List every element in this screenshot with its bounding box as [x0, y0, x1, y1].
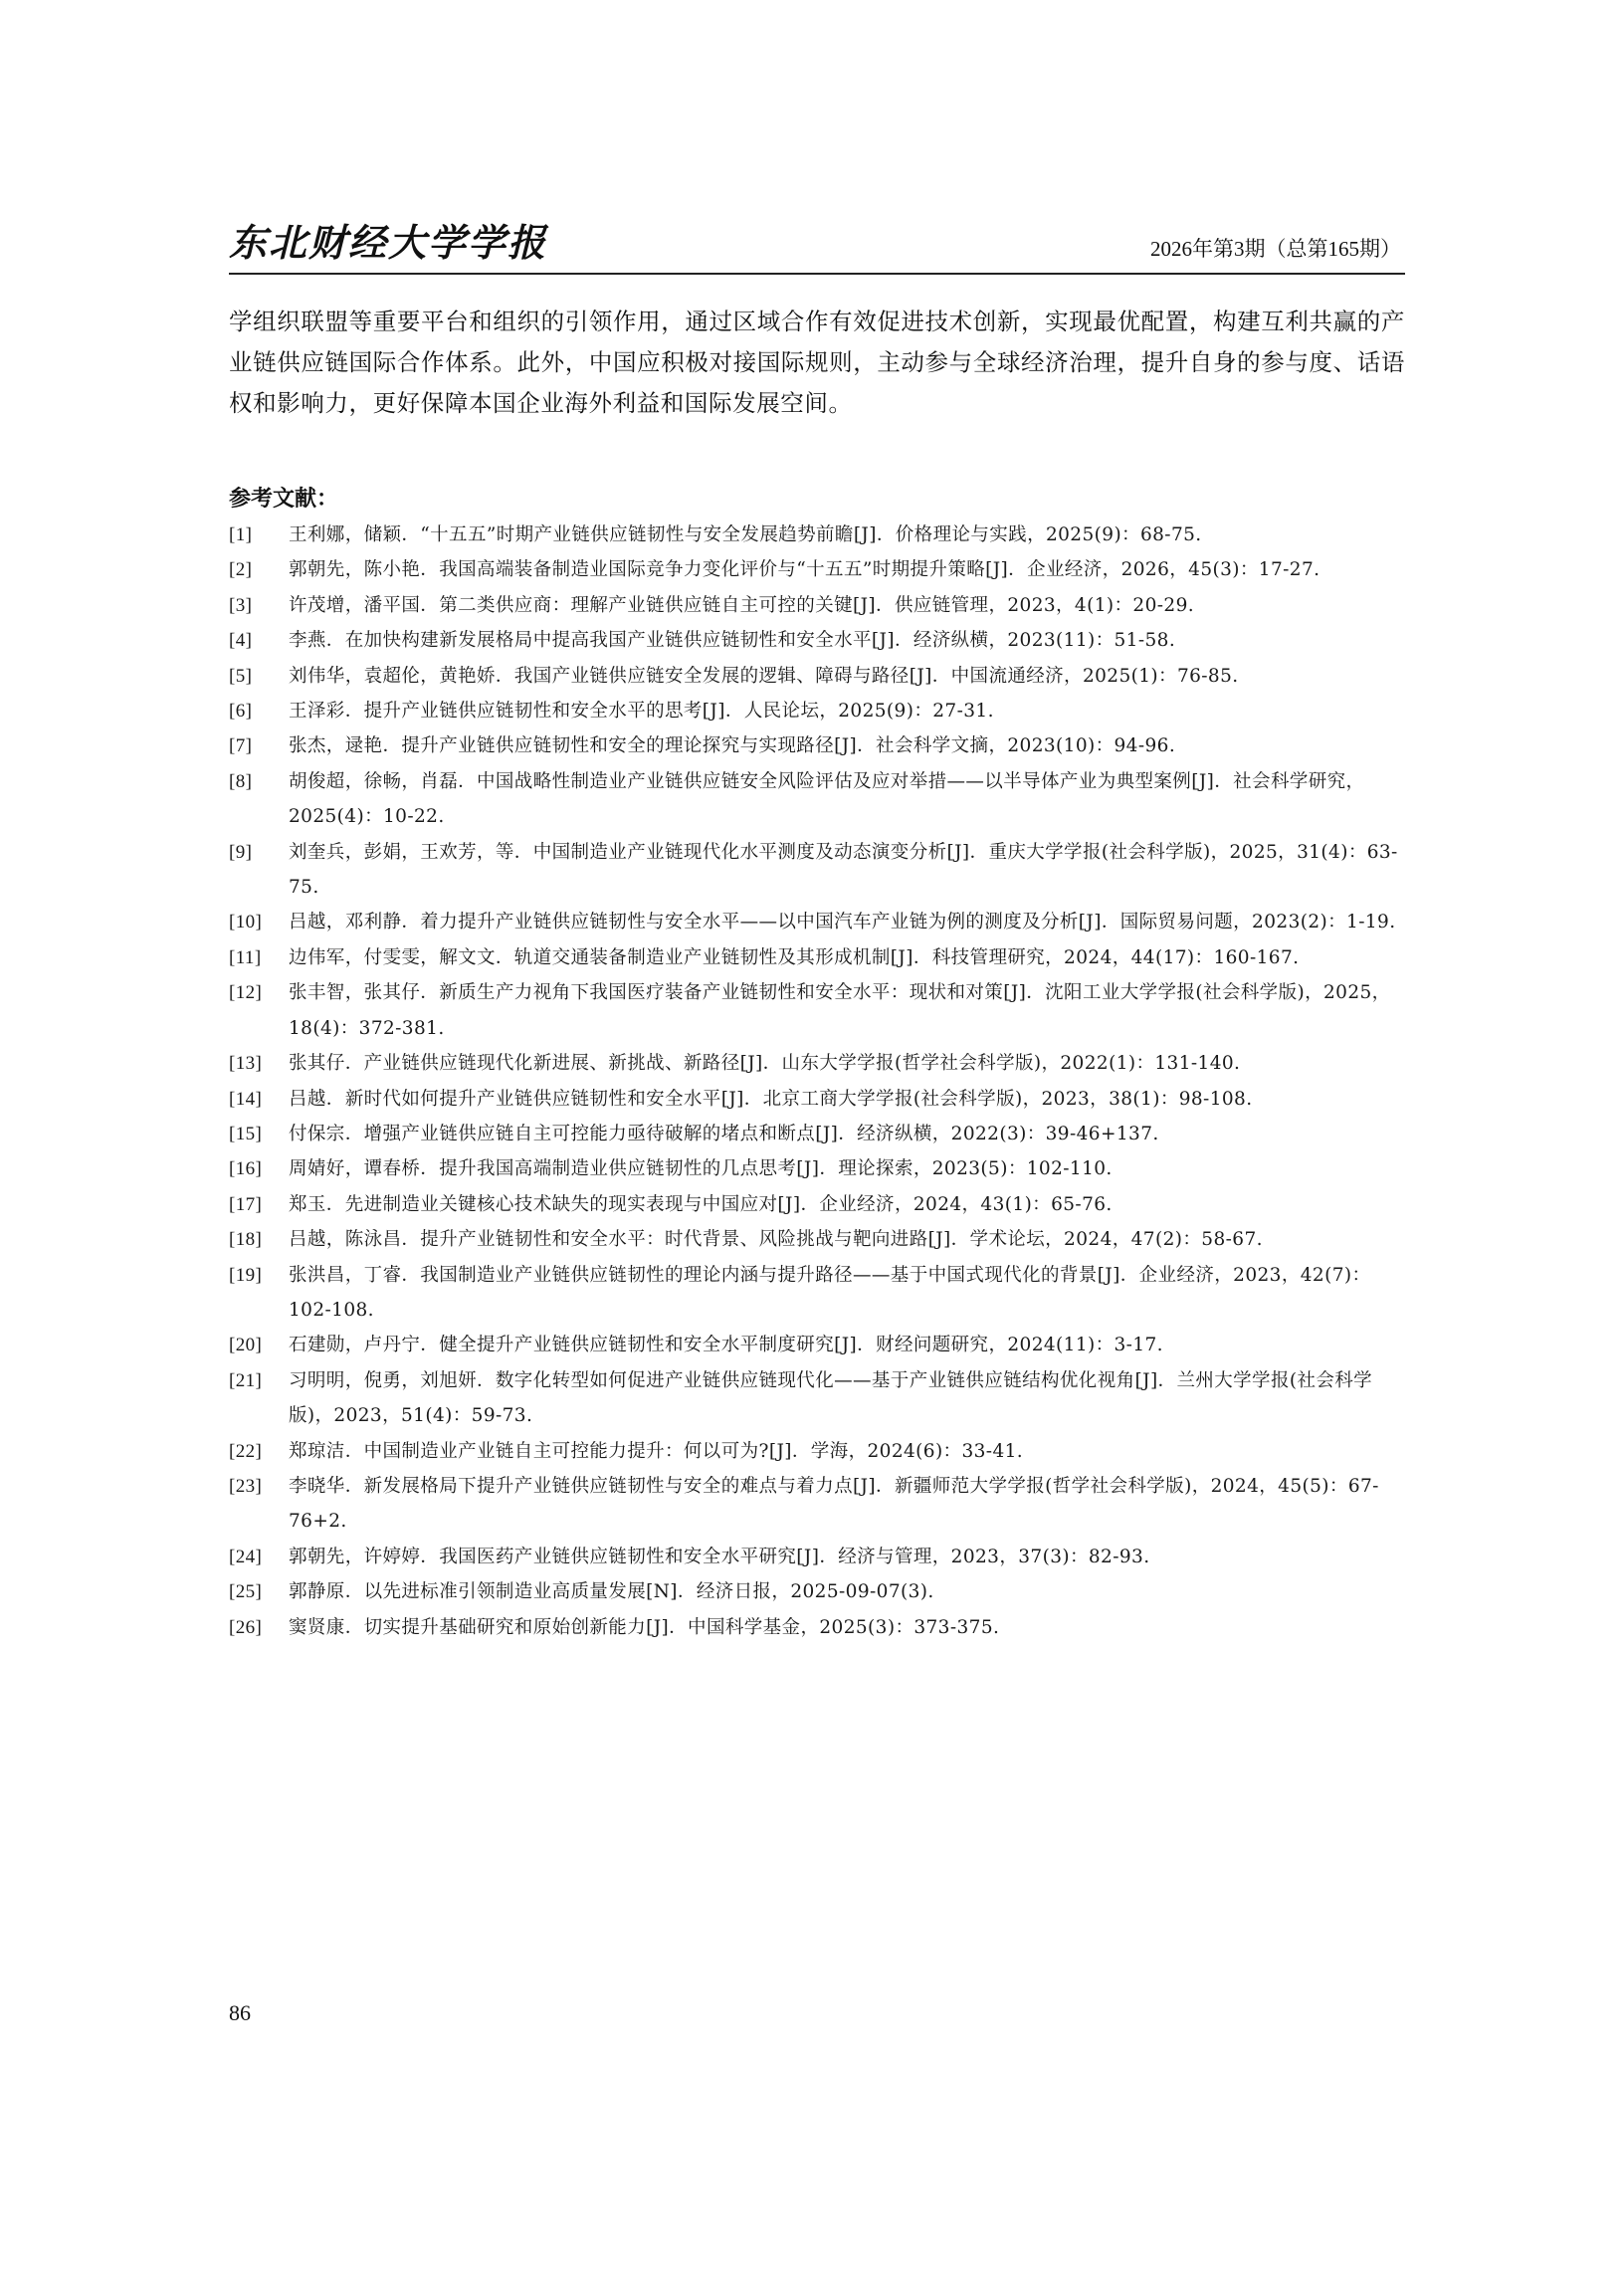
reference-text: 吕越．新时代如何提升产业链供应链韧性和安全水平[J]．北京工商大学学报(社会科学版)，2023，38(1)：98-108. — [289, 1088, 1253, 1110]
reference-number: [2] — [229, 559, 253, 581]
reference-item — [229, 1082, 1405, 1117]
reference-text: 郑琼洁．中国制造业产业链自主可控能力提升：何以可为?[J]．学海，2024(6)：33-41. — [289, 1440, 1024, 1462]
reference-number: [20] — [229, 1335, 263, 1356]
journal-title: 东北财经大学学报 — [229, 220, 548, 265]
reference-number: [15] — [229, 1123, 263, 1144]
reference-text: 胡俊超，徐畅，肖磊．中国战略性制造业产业链供应链安全风险评估及应对举措——以半导体产业为典型案例[J]．社会科学研究，2025(4)：10-22. — [289, 770, 1365, 828]
reference-number: [3] — [229, 594, 253, 616]
reference-text: 王泽彩．提升产业链供应链韧性和安全水平的思考[J]．人民论坛，2025(9)：27-31. — [289, 701, 994, 723]
reference-number: [6] — [229, 701, 253, 723]
reference-text: 吕越，邓利静．着力提升产业链供应链韧性与安全水平——以中国汽车产业链为例的测度及分析[J]．国际贸易问题，2023(2)：1-19. — [289, 912, 1396, 933]
reference-item — [229, 835, 1405, 906]
page-number: 86 — [229, 2000, 251, 2025]
reference-item — [229, 518, 1405, 552]
reference-text: 许茂增，潘平国．第二类供应商：理解产业链供应链自主可控的关键[J]．供应链管理，2023，4(1)：20-29. — [289, 594, 1195, 616]
reference-number: [5] — [229, 665, 253, 687]
body-paragraph: 学组织联盟等重要平台和组织的引领作用，通过区域合作有效促进技术创新，实现最优配置，构建互利共赢的产业链供应链国际合作体系。此外，中国应积极对接国际规则，主动参与全球经济治理，提升自身的参与度、话语权和影响力，更好保障本国企业海外利益和国际发展空间。 — [229, 308, 1405, 417]
reference-number: [18] — [229, 1229, 263, 1251]
reference-text: 郭朝先，许婷婷．我国医药产业链供应链韧性和安全水平研究[J]．经济与管理，2023，37(3)：82-93. — [289, 1546, 1150, 1567]
reference-item — [229, 1328, 1405, 1362]
reference-text: 石建勋，卢丹宁．健全提升产业链供应链韧性和安全水平制度研究[J]．财经问题研究，2024(11)：3-17. — [289, 1335, 1163, 1356]
reference-item — [229, 1610, 1405, 1645]
reference-text: 张杰，逯艳．提升产业链供应链韧性和安全的理论探究与实现路径[J]．社会科学文摘，2023(10)：94-96. — [289, 735, 1176, 757]
reference-text: 周婧好，谭春桥．提升我国高端制造业供应链韧性的几点思考[J]．理论探索，2023(5)：102-110. — [289, 1158, 1113, 1180]
reference-text: 窦贤康．切实提升基础研究和原始创新能力[J]．中国科学基金，2025(3)：373-375. — [289, 1616, 1000, 1638]
reference-number: [25] — [229, 1581, 263, 1603]
reference-number: [22] — [229, 1440, 263, 1462]
reference-item — [229, 1574, 1405, 1609]
reference-item — [229, 1187, 1405, 1222]
reference-number: [1] — [229, 524, 253, 545]
reference-text: 习明明，倪勇，刘旭妍．数字化转型如何促进产业链供应链现代化——基于产业链供应链结构优化视角[J]．兰州大学学报(社会科学版)，2023，51(4)：59-73. — [289, 1369, 1373, 1427]
reference-text: 王利娜，储颖．“十五五”时期产业链供应链韧性与安全发展趋势前瞻[J]．价格理论与实践，2025(9)：68-75. — [289, 524, 1202, 545]
reference-text: 吕越，陈泳昌．提升产业链韧性和安全水平：时代背景、风险挑战与靶向进路[J]．学术论坛，2024，47(2)：58-67. — [289, 1229, 1263, 1251]
reference-text: 张洪昌，丁睿．我国制造业产业链供应链韧性的理论内涵与提升路径——基于中国式现代化的背景[J]．企业经济，2023，42(7)：102-108. — [289, 1264, 1371, 1321]
reference-number: [24] — [229, 1546, 263, 1567]
reference-text: 刘伟华，袁超伦，黄艳娇．我国产业链供应链安全发展的逻辑、障碍与路径[J]．中国流通经济，2025(1)：76-85. — [289, 665, 1239, 687]
reference-item — [229, 940, 1405, 975]
reference-item — [229, 1222, 1405, 1257]
reference-number: [11] — [229, 946, 262, 968]
references-list — [229, 518, 1405, 1645]
reference-item — [229, 975, 1405, 1046]
reference-number: [17] — [229, 1193, 263, 1215]
reference-item — [229, 552, 1405, 587]
reference-number: [7] — [229, 735, 253, 757]
reference-text: 边伟军，付雯雯，解文文．轨道交通装备制造业产业链韧性及其形成机制[J]．科技管理研究，2024，44(17)：160-167. — [289, 946, 1300, 968]
reference-item — [229, 1469, 1405, 1540]
reference-text: 张丰智，张其仔．新质生产力视角下我国医疗装备产业链韧性和安全水平：现状和对策[J]．沈阳工业大学学报(社会科学版)，2025，18(4)：372-381. — [289, 982, 1391, 1039]
reference-item — [229, 1434, 1405, 1469]
reference-item — [229, 623, 1405, 658]
page-header — [229, 221, 1405, 275]
reference-text: 付保宗．增强产业链供应链自主可控能力亟待破解的堵点和断点[J]．经济纵横，2022(3)：39-46+137. — [289, 1123, 1159, 1144]
reference-number: [14] — [229, 1088, 263, 1110]
reference-number: [9] — [229, 841, 253, 863]
reference-text: 张其仔．产业链供应链现代化新进展、新挑战、新路径[J]．山东大学学报(哲学社会科学版)，2022(1)：131-140. — [289, 1053, 1241, 1075]
issue-info: 2026年第3期（总第165期） — [1150, 237, 1401, 261]
reference-number: [19] — [229, 1264, 263, 1286]
reference-text: 李燕．在加快构建新发展格局中提高我国产业链供应链韧性和安全水平[J]．经济纵横，2023(11)：51-58. — [289, 630, 1176, 652]
reference-number: [13] — [229, 1053, 263, 1075]
reference-number: [10] — [229, 912, 263, 933]
reference-number: [23] — [229, 1475, 263, 1497]
reference-item — [229, 694, 1405, 728]
reference-text: 郑玉．先进制造业关键核心技术缺失的现实表现与中国应对[J]．企业经济，2024，43(1)：65-76. — [289, 1193, 1113, 1215]
reference-item — [229, 588, 1405, 623]
reference-text: 刘奎兵，彭娟，王欢芳，等．中国制造业产业链现代化水平测度及动态演变分析[J]．重庆大学学报(社会科学版)，2025，31(4)：63-75. — [289, 841, 1398, 899]
reference-item — [229, 1258, 1405, 1329]
reference-text: 李晓华．新发展格局下提升产业链供应链韧性与安全的难点与着力点[J]．新疆师范大学学报(哲学社会科学版)，2024，45(5)：67-76+2. — [289, 1475, 1379, 1533]
reference-text: 郭静原．以先进标准引领制造业高质量发展[N]．经济日报，2025-09-07(3). — [289, 1581, 934, 1603]
reference-number: [16] — [229, 1158, 263, 1180]
reference-number: [4] — [229, 630, 253, 652]
reference-number: [21] — [229, 1369, 263, 1391]
reference-item — [229, 1046, 1405, 1081]
reference-item — [229, 905, 1405, 939]
reference-number: [8] — [229, 770, 253, 792]
reference-item — [229, 659, 1405, 694]
references-heading: 参考文献： — [229, 487, 339, 512]
reference-item — [229, 728, 1405, 763]
reference-number: [26] — [229, 1616, 263, 1638]
reference-number: [12] — [229, 982, 263, 1004]
reference-item — [229, 764, 1405, 835]
reference-item — [229, 1363, 1405, 1434]
reference-item — [229, 1117, 1405, 1151]
reference-item — [229, 1540, 1405, 1574]
reference-item — [229, 1151, 1405, 1186]
reference-text: 郭朝先，陈小艳．我国高端装备制造业国际竞争力变化评价与“十五五”时期提升策略[J]．企业经济，2026，45(3)：17-27. — [289, 559, 1320, 581]
